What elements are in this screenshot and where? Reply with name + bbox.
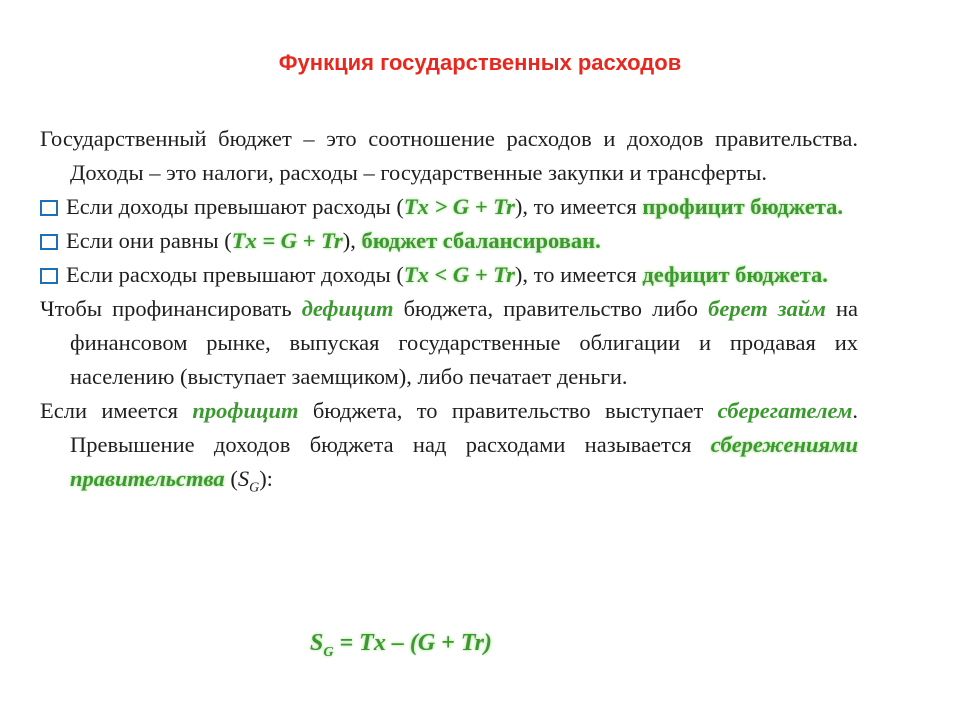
slide-title: Функция государственных расходов xyxy=(278,50,682,75)
slide-body xyxy=(40,122,858,506)
term-saver: сберегателем xyxy=(717,398,853,423)
checkbox-bullet-icon xyxy=(40,268,58,284)
surplus-savings-paragraph: Если имеется профицит бюджета, то правительство выступает сберегателем. Превышение доходов бюджета над расходами называется сбережениями правительства $(S_G)$: xyxy=(40,398,858,496)
bullet-surplus: Если доходы превышают расходы (Tx > G + Tr), то имеется профицит бюджета. xyxy=(40,190,858,224)
government-savings-formula: $S_G = Tx - (G + Tr)$ xyxy=(310,630,492,660)
term-surplus-inline: профицит xyxy=(192,398,299,423)
budget-definition-paragraph: Государственный бюджет – это соотношение расходов и доходов правительства. Доходы – это налоги, расходы – государственные закупки и трансферты. xyxy=(40,126,858,185)
term-borrow: берет займ xyxy=(708,296,826,321)
formula-balanced: Tx = G + Tr xyxy=(231,228,343,253)
term-deficit-inline: дефицит xyxy=(301,296,394,321)
checkbox-bullet-icon xyxy=(40,234,58,250)
bullet-balanced: Если они равны (Tx = G + Tr), бюджет сбалансирован. xyxy=(40,224,858,258)
term-surplus: профицит бюджета. xyxy=(642,194,844,219)
bullet-deficit: Если расходы превышают доходы (Tx < G + Tr), то имеется дефицит бюджета. xyxy=(40,258,858,292)
formula-surplus: Tx > G + Tr xyxy=(403,194,515,219)
checkbox-bullet-icon xyxy=(40,200,58,216)
formula-deficit: Tx < G + Tr xyxy=(403,262,515,287)
term-government-savings: сбережениями правительства xyxy=(70,432,858,491)
term-balanced: бюджет сбалансирован. xyxy=(361,228,601,253)
deficit-financing-paragraph: Чтобы профинансировать дефицит бюджета, правительство либо берет займ на финансовом рынке, выпуская государственные облигации и продавая их населению (выступает заемщиком), либо печатает деньги. xyxy=(40,296,858,389)
term-deficit: дефицит бюджета. xyxy=(642,262,828,287)
